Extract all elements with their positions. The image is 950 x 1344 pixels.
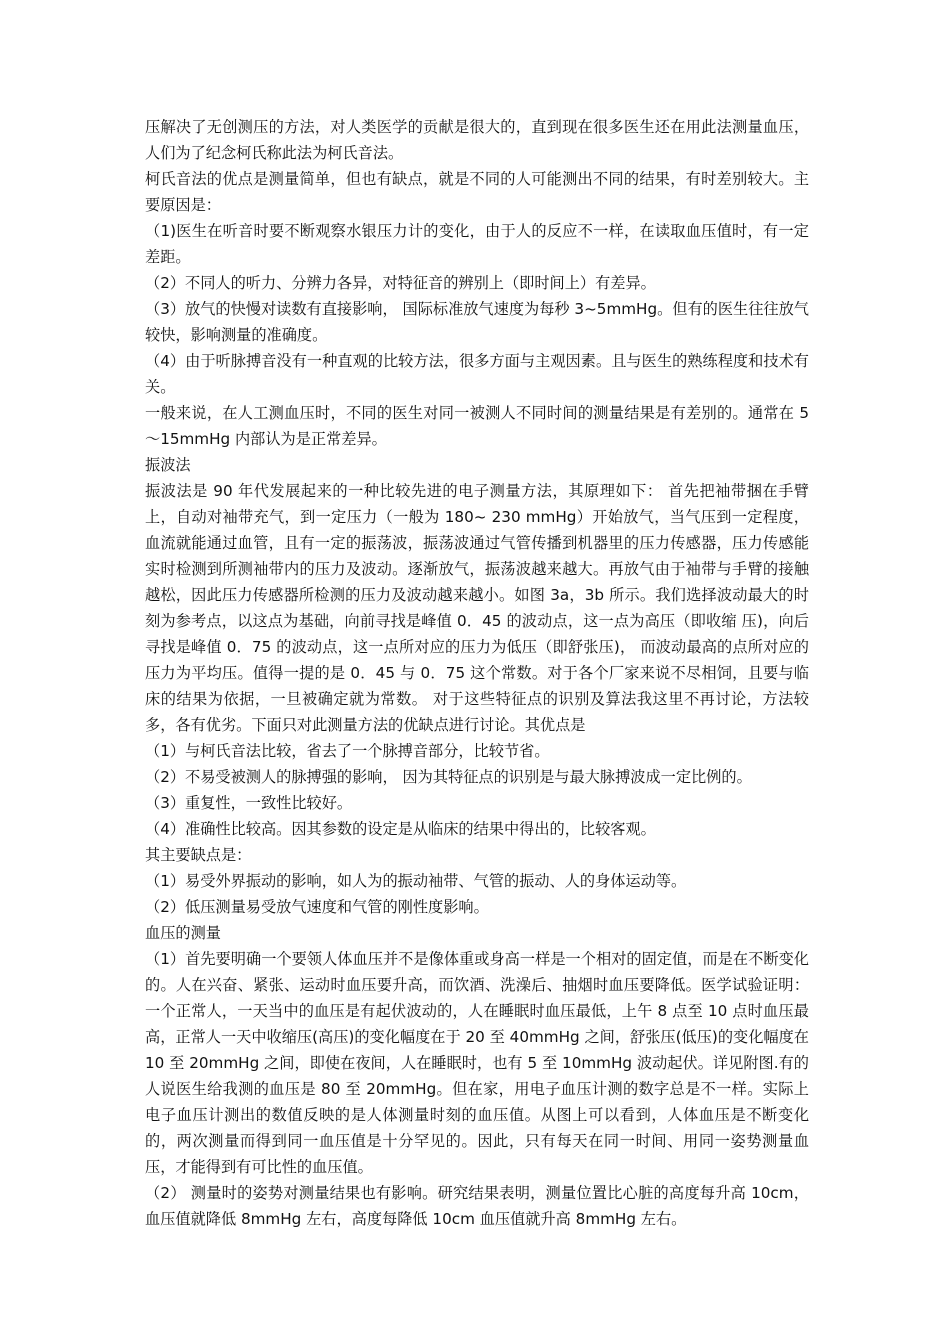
paragraph: （4）由于听脉搏音没有一种直观的比较方法，很多方面与主观因素。且与医生的熟练程度和技术有关。	[145, 352, 809, 396]
paragraph: 柯氏音法的优点是测量简单，但也有缺点，就是不同的人可能测出不同的结果，有时差别较大。主要原因是：	[145, 170, 809, 214]
section-heading: 血压的测量	[145, 924, 221, 942]
paragraph: （3）重复性，一致性比较好。	[145, 794, 353, 812]
paragraph: （2）低压测量易受放气速度和气管的刚性度影响。	[145, 898, 489, 916]
paragraph: 振波法是 90 年代发展起来的一种比较先进的电子测量方法，其原理如下： 首先把袖带捆在手臂上，自动对袖带充气，到一定压力（一般为 180~ 230 mmHg）开始放气，当气压到一定程度，血流就能通过血管，且有一定的振荡波，振荡波通过气管传播到机器里的压力传感器，压力传感能实时检测到所测袖带内的压力及波动。逐渐放气，振荡波越来越大。再放气由于袖带与手臂的接触越松，因此压力传感器所检测的压力及波动越来越小。如图 3a，3b 所示。我们选择波动最大的时刻为参考点，以这点为基础，向前寻找是峰值 0．45 的波动点，这一点为高压（即收缩 压)，向后寻找是峰值 0．75 的波动点，这一点所对应的压力为低压（即舒张压)， 而波动最高的点所对应的压力为平均压。值得一提的是 0．45 与 0．75 这个常数。对于各个厂家来说不尽相饲，且要与临床的结果为依据，一旦被确定就为常数。 对于这些特征点的识别及算法我这里不再讨论，方法较多，各有优劣。下面只对此测量方法的优缺点进行讨论。其优点是	[145, 482, 809, 734]
paragraph: 压解决了无创测压的方法，对人类医学的贡献是很大的，直到现在很多医生还在用此法测量血压，人们为了纪念柯氏称此法为柯氏音法。	[145, 118, 809, 162]
paragraph: （2）不同人的听力、分辨力各异，对特征音的辨别上（即时间上）有差异。	[145, 274, 656, 292]
paragraph: 一般来说，在人工测血压时，不同的医生对同一被测人不同时间的测量结果是有差别的。通常在 5～15mmHg 内部认为是正常差异。	[145, 404, 809, 448]
paragraph: （3）放气的快慢对读数有直接影响， 国际标准放气速度为每秒 3~5mmHg。但有的医生往往放气较快，影响测量的准确度。	[145, 300, 809, 344]
paragraph: （1）易受外界振动的影响，如人为的振动袖带、气管的振动、人的身体运动等。	[145, 872, 687, 890]
paragraph: （1）首先要明确一个要领人体血压并不是像体重或身高一样是一个相对的固定值，而是在不断变化的。人在兴奋、紧张、运动时血压要升高，而饮酒、洗澡后、抽烟时血压要降低。医学试验证明：一个正常人，一天当中的血压是有起伏波动的，人在睡眠时血压最低，上午 8 点至 10 点时血压最高，正常人一天中收缩压(高压)的变化幅度在于 20 至 40mmHg 之间，舒张压(低压)的变化幅度在 10 至 20mmHg 之间，即使在夜间，人在睡眠时，也有 5 至 10mmHg 波动起伏。详见附图.有的人说医生给我测的血压是 80 至 20mmHg。但在家，用电子血压计测的数字总是不一样。实际上电子血压计测出的数值反映的是人体测量时刻的血压值。从图上可以看到，人体血压是不断变化的，两次测量而得到同一血压值是十分罕见的。因此，只有每天在同一时间、用同一姿势测量血压，才能得到有可比性的血压值。	[145, 950, 809, 1176]
paragraph: （2） 测量时的姿势对测量结果也有影响。研究结果表明，测量位置比心脏的高度每升高 10cm，血压值就降低 8mmHg 左右，高度每降低 10cm 血压值就升高 8mmHg 左右。	[145, 1184, 809, 1228]
section-heading: 振波法	[145, 456, 191, 474]
paragraph: （1）与柯氏音法比较，省去了一个脉搏音部分，比较节省。	[145, 742, 550, 760]
paragraph: （1)医生在听音时要不断观察水银压力计的变化，由于人的反应不一样，在读取血压值时，有一定差距。	[145, 222, 809, 266]
document-body	[145, 114, 809, 1232]
paragraph: （2）不易受被测人的脉搏强的影响， 因为其特征点的识别是与最大脉搏波成一定比例的。	[145, 768, 752, 786]
paragraph: 其主要缺点是：	[145, 846, 252, 864]
paragraph: （4）准确性比较高。因其参数的设定是从临床的结果中得出的，比较客观。	[145, 820, 656, 838]
